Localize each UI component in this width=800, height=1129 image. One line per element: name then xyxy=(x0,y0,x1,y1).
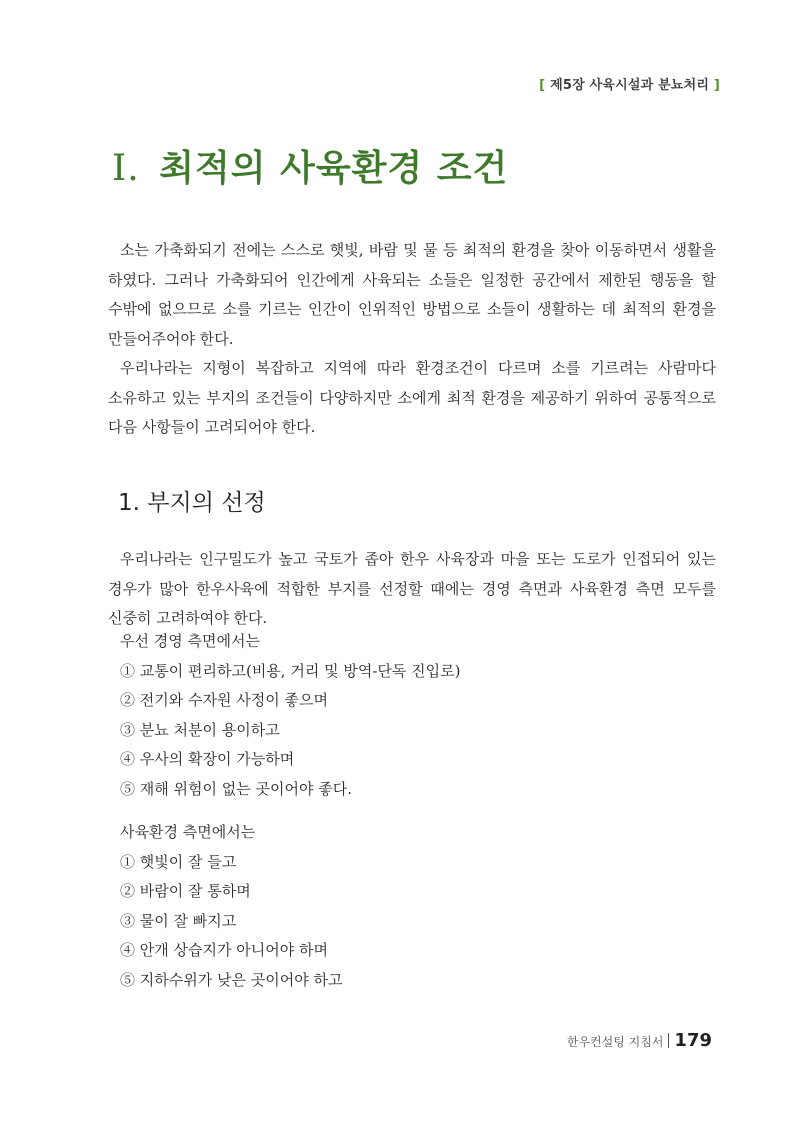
list-item: ③ 물이 잘 빠지고 xyxy=(120,911,237,930)
page-footer xyxy=(567,1030,712,1051)
management-list xyxy=(120,627,460,804)
list-item: ④ 우사의 확장이 가능하며 xyxy=(120,750,295,768)
environment-list xyxy=(120,818,342,995)
list-item: ① 교통이 편리하고(비용, 거리 및 방역-단독 진입로) xyxy=(120,661,461,680)
chapter-title xyxy=(112,140,508,191)
chapter-title-text: 최적의 사육환경 조건 xyxy=(159,148,509,189)
environment-heading: 사육환경 측면에서는 xyxy=(120,823,256,841)
footer-book-title: 한우컨설팅 지침서 xyxy=(566,1035,664,1049)
running-header xyxy=(539,74,720,93)
header-bracket-close: ] xyxy=(713,78,720,93)
chapter-number: Ⅰ. xyxy=(112,148,140,189)
list-item: ⑤ 재해 위험이 없는 곳이어야 좋다. xyxy=(120,779,352,798)
section-title: 1. 부지의 선정 xyxy=(118,490,266,516)
header-bracket-open: [ xyxy=(539,78,546,93)
list-item: ② 바람이 잘 통하며 xyxy=(120,882,251,900)
list-item: ② 전기와 수자원 사정이 좋으며 xyxy=(120,691,328,709)
list-item: ① 햇빛이 잘 들고 xyxy=(120,852,237,871)
list-item: ⑤ 지하수위가 낮은 곳이어야 하고 xyxy=(120,970,343,989)
page-number: 179 xyxy=(674,1030,712,1051)
header-chapter-label: 제5장 사육시설과 분뇨처리 xyxy=(550,78,710,93)
list-item: ③ 분뇨 처분이 용이하고 xyxy=(120,720,280,739)
section-paragraph: 우리나라는 인구밀도가 높고 국토가 좁아 한우 사육장과 마을 또는 도로가 인접되어 있는 경우가 많아 한우사육에 적합한 부지를 선정할 때에는 경영 측면과 사육환경 측면 모두를 신중히 고려하여야 한다. xyxy=(108,550,716,627)
intro-paragraph-1: 소는 가축화되기 전에는 스스로 햇빛, 바람 및 물 등 최적의 환경을 찾아 이동하면서 생활을 하였다. 그러나 가축화되어 인간에게 사육되는 소들은 일정한 공간에서 제한된 행동을 할 수밖에 없으므로 소를 기르는 인간이 인위적인 방법으로 소들이 생활하는 데 최적의 환경을 만들어주어야 한다. xyxy=(108,241,716,348)
list-item: ④ 안개 상습지가 아니어야 하며 xyxy=(120,941,328,959)
management-heading: 우선 경영 측면에서는 xyxy=(120,632,260,650)
intro-paragraph-2: 우리나라는 지형이 복잡하고 지역에 따라 환경조건이 다르며 소를 기르려는 사람마다 소유하고 있는 부지의 조건들이 다양하지만 소에게 최적 환경을 제공하기 위하여 공통적으로 다음 사항들이 고려되어야 한다. xyxy=(108,359,716,436)
footer-divider xyxy=(668,1033,669,1048)
